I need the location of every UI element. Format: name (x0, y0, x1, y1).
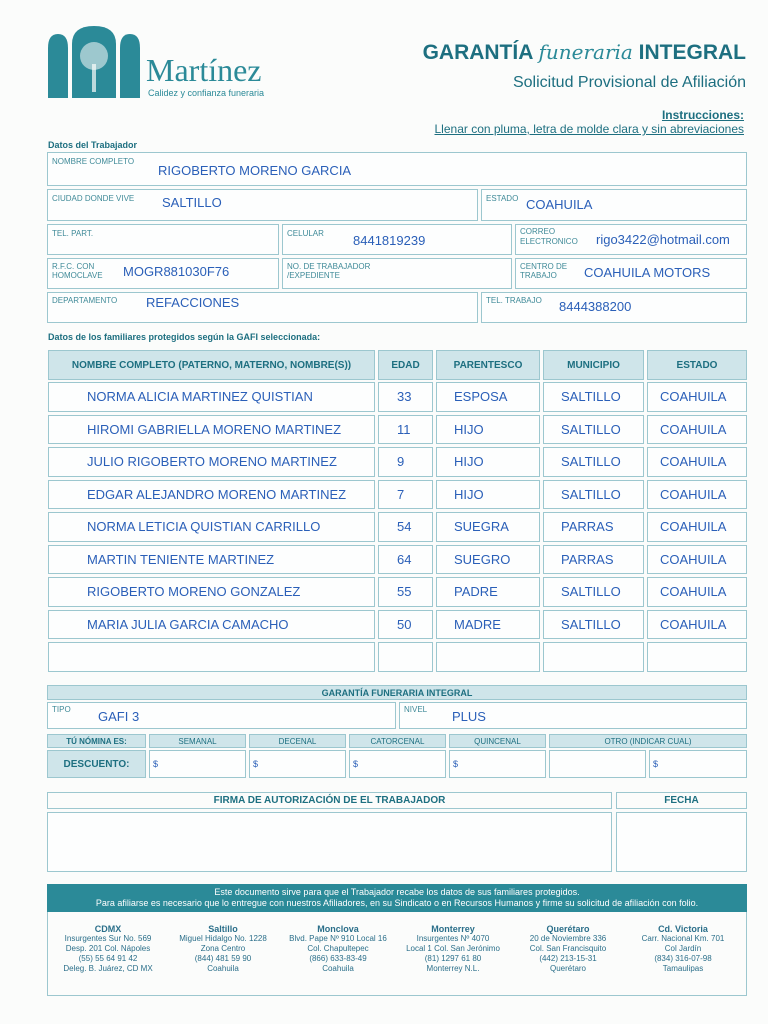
nombre-label: NOMBRE COMPLETO (52, 157, 135, 166)
office-l1: Miguel Hidalgo No. 1228 (179, 934, 267, 943)
family-edad-value: 7 (397, 486, 405, 502)
office-0 (50, 924, 166, 974)
office-l4: Tamaulipas (662, 964, 704, 973)
family-cell-edad[interactable] (378, 382, 433, 412)
family-cell-municipio[interactable] (543, 447, 644, 477)
family-edad-value: 9 (397, 454, 405, 470)
family-municipio-value: SALTILLO (561, 486, 621, 502)
office-4 (510, 924, 626, 974)
footer-line-1: Este documento sirve para que el Trabajador recabe los datos de sus familiares protegidos. (214, 887, 580, 897)
footer-notice (47, 884, 747, 912)
family-parentesco-value: ESPOSA (454, 389, 508, 405)
family-parentesco-value: PADRE (454, 584, 498, 600)
subtitle: Solicitud Provisional de Afiliación (512, 74, 746, 91)
family-cell-municipio[interactable] (543, 545, 644, 575)
nombre-value: RIGOBERTO MORENO GARCIA (158, 163, 352, 178)
family-estado-value: COAHUILA (660, 616, 727, 632)
estado-label: ESTADO (486, 194, 519, 203)
family-cell-edad[interactable] (378, 610, 433, 640)
fecha-header: FECHA (616, 792, 747, 809)
office-l4: Coahuila (207, 964, 239, 973)
correo-value: rigo3422@hotmail.com (596, 232, 730, 247)
family-estado-value: COAHUILA (660, 421, 727, 437)
footer-line-2: Para afiliarse es necesario que lo entregue con nuestros Afiliadores, en su Sindicato o en Recursos Humanos y firme su solicitud de afiliación con folio. (95, 898, 699, 908)
worker-section-title: Datos del Trabajador (48, 140, 138, 150)
col-header-estado: ESTADO (647, 350, 747, 380)
gafi-header: GARANTÍA FUNERARIA INTEGRAL (47, 685, 747, 700)
office-2 (280, 924, 396, 974)
family-cell-estado[interactable] (647, 447, 747, 477)
nomina-decenal[interactable]: DECENAL (249, 734, 346, 748)
family-cell-nombre[interactable] (48, 545, 375, 575)
office-1 (165, 924, 281, 974)
office-3 (395, 924, 511, 974)
family-cell-parentesco[interactable] (436, 447, 540, 477)
descuento-label: DESCUENTO: (47, 750, 146, 778)
centro-label-2: TRABAJO (520, 271, 557, 280)
family-cell-parentesco[interactable] (436, 382, 540, 412)
nomina-quincenal[interactable]: QUINCENAL (449, 734, 546, 748)
nivel-field[interactable] (399, 702, 747, 729)
currency-symbol: $ (253, 759, 259, 769)
family-nombre-value: MARIA JULIA GARCIA CAMACHO (87, 616, 289, 632)
family-edad-value: 55 (397, 584, 412, 600)
correo-label-1: CORREO (520, 227, 556, 236)
departamento-label: DEPARTAMENTO (52, 296, 118, 305)
family-cell-parentesco[interactable] (436, 512, 540, 542)
office-city: Monterrey (431, 924, 475, 934)
tipo-value: GAFI 3 (98, 709, 140, 724)
centro-value: COAHUILA MOTORS (584, 265, 711, 280)
fecha-field[interactable] (616, 812, 747, 872)
family-municipio-value: PARRAS (561, 551, 614, 567)
correo-label-2: ELECTRONICO (520, 237, 578, 246)
family-edad-value: 54 (397, 519, 412, 535)
family-estado-value: COAHUILA (660, 389, 727, 405)
family-section-title: Datos de los familiares protegidos según la GAFI seleccionada: (48, 332, 321, 342)
logo (48, 26, 140, 98)
tipo-label: TIPO (52, 705, 71, 714)
family-cell-edad[interactable] (378, 642, 433, 672)
descuento-gap-field[interactable] (549, 750, 646, 778)
family-edad-value: 33 (397, 389, 412, 405)
family-cell-nombre[interactable] (48, 577, 375, 607)
office-l2: Col Jardín (664, 944, 702, 953)
office-l3: (81) 1297 61 80 (424, 954, 482, 963)
office-city: Cd. Victoria (658, 924, 708, 934)
family-cell-nombre[interactable] (48, 447, 375, 477)
office-l3: (442) 213-15-31 (539, 954, 597, 963)
brand-name: Martínez (146, 52, 262, 88)
family-municipio-value: SALTILLO (561, 454, 621, 470)
family-cell-parentesco[interactable] (436, 415, 540, 445)
currency-symbol: $ (353, 759, 359, 769)
family-cell-estado[interactable] (647, 642, 747, 672)
tel-trabajo-field[interactable] (481, 292, 747, 323)
currency-symbol: $ (453, 759, 459, 769)
family-cell-edad[interactable] (378, 480, 433, 510)
nomina-label: TÚ NÓMINA ES: (47, 734, 146, 748)
centro-label-1: CENTRO DE (520, 262, 568, 271)
office-l3: (844) 481 59 90 (194, 954, 252, 963)
family-nombre-value: HIROMI GABRIELLA MORENO MARTINEZ (87, 421, 342, 437)
family-nombre-value: NORMA ALICIA MARTINEZ QUISTIAN (87, 389, 313, 405)
family-estado-value: COAHUILA (660, 551, 727, 567)
title-part1: GARANTÍA (422, 41, 533, 64)
descuento-decenal-field[interactable] (249, 750, 346, 778)
family-nombre-value: MARTIN TENIENTE MARTINEZ (87, 551, 275, 567)
office-l4: Monterrey N.L. (426, 964, 480, 973)
nombre-field[interactable] (47, 152, 747, 186)
office-l2: Col. San Francisquito (529, 944, 607, 953)
title (423, 40, 746, 65)
notrabajador-label-1: NO. DE TRABAJADOR (287, 262, 371, 271)
departamento-value: REFACCIONES (146, 295, 240, 310)
family-cell-edad[interactable] (378, 415, 433, 445)
office-l4: Querétaro (549, 964, 587, 973)
tel-trabajo-value: 8444388200 (559, 299, 632, 314)
family-cell-edad[interactable] (378, 545, 433, 575)
family-edad-value: 11 (397, 421, 411, 437)
descuento-catorcenal-field[interactable] (349, 750, 446, 778)
col-header-municipio: MUNICIPIO (543, 350, 644, 380)
ciudad-label: CIUDAD DONDE VIVE (52, 194, 135, 203)
centro-field[interactable] (515, 258, 747, 289)
family-cell-edad[interactable] (378, 577, 433, 607)
family-municipio-value: PARRAS (561, 519, 614, 535)
nivel-label: NIVEL (404, 705, 428, 714)
office-l1: Blvd. Pape Nº 910 Local 16 (289, 934, 387, 943)
family-municipio-value: SALTILLO (561, 421, 621, 437)
office-l3: (834) 316-07-98 (654, 954, 712, 963)
title-script: funeraria (538, 40, 633, 64)
office-l2: Desp. 201 Col. Nápoles (65, 944, 151, 953)
family-cell-estado[interactable] (647, 610, 747, 640)
ciudad-field[interactable] (47, 189, 478, 221)
col-header-edad: EDAD (378, 350, 433, 380)
family-cell-municipio[interactable] (543, 610, 644, 640)
firma-header: FIRMA DE AUTORIZACIÓN DE EL TRABAJADOR (47, 792, 612, 809)
celular-value: 8441819239 (353, 233, 426, 248)
office-l2: Local 1 Col. San Jerónimo (406, 944, 500, 953)
office-l2: Col. Chapultepec (307, 944, 369, 953)
nivel-value: PLUS (452, 709, 486, 724)
brand-tagline: Calidez y confianza funeraria (148, 88, 265, 98)
office-5 (625, 924, 741, 974)
title-part2: INTEGRAL (638, 41, 746, 64)
rfc-label-2: HOMOCLAVE (52, 271, 103, 280)
family-estado-value: COAHUILA (660, 486, 727, 502)
nomina-otro[interactable]: OTRO (INDICAR CUAL) (549, 734, 747, 748)
col-header-parentesco: PARENTESCO (436, 350, 540, 380)
tel-trabajo-label: TEL. TRABAJO (486, 296, 542, 305)
family-cell-estado[interactable] (647, 480, 747, 510)
family-nombre-value: RIGOBERTO MORENO GONZALEZ (87, 584, 301, 600)
firma-field[interactable] (47, 812, 612, 872)
family-cell-municipio[interactable] (543, 642, 644, 672)
family-estado-value: COAHUILA (660, 454, 727, 470)
family-cell-estado[interactable] (647, 577, 747, 607)
office-l1: Insurgentes Nº 4070 (416, 934, 490, 943)
instructions-heading: Instrucciones: (661, 108, 744, 122)
office-l4: Coahuila (322, 964, 354, 973)
tipo-field[interactable] (47, 702, 396, 729)
family-cell-nombre[interactable] (48, 382, 375, 412)
family-cell-nombre[interactable] (48, 610, 375, 640)
family-cell-nombre[interactable] (48, 642, 375, 672)
nomina-catorcenal[interactable]: CATORCENAL (349, 734, 446, 748)
family-parentesco-value: SUEGRO (454, 551, 511, 567)
estado-value: COAHUILA (526, 197, 593, 212)
family-parentesco-value: HIJO (454, 454, 484, 470)
descuento-otro-field[interactable] (649, 750, 747, 778)
nomina-semanal[interactable]: SEMANAL (149, 734, 246, 748)
instructions-text: Llenar con pluma, letra de molde clara y sin abreviaciones (434, 122, 744, 136)
family-nombre-value: NORMA LETICIA QUISTIAN CARRILLO (87, 519, 321, 535)
notrabajador-label-2: /EXPEDIENTE (287, 271, 340, 280)
family-municipio-value: SALTILLO (561, 584, 621, 600)
family-cell-parentesco[interactable] (436, 480, 540, 510)
family-municipio-value: SALTILLO (561, 616, 621, 632)
family-cell-parentesco[interactable] (436, 545, 540, 575)
rfc-value: MOGR881030F76 (123, 264, 230, 279)
rfc-label-1: R.F.C. CON (52, 262, 95, 271)
family-cell-estado[interactable] (647, 512, 747, 542)
notrabajador-field[interactable] (282, 258, 512, 289)
family-parentesco-value: HIJO (454, 486, 484, 502)
tel-part-label: TEL. PART. (52, 229, 94, 238)
family-parentesco-value: HIJO (454, 421, 484, 437)
family-parentesco-value: SUEGRA (454, 519, 509, 535)
office-l1: 20 de Noviembre 336 (529, 934, 607, 943)
office-l1: Insurgentes Sur No. 569 (64, 934, 152, 943)
family-cell-parentesco[interactable] (436, 642, 540, 672)
estado-field[interactable] (481, 189, 747, 221)
family-cell-nombre[interactable] (48, 512, 375, 542)
descuento-quincenal-field[interactable] (449, 750, 546, 778)
church-window-logo-icon (48, 26, 140, 98)
correo-field[interactable] (515, 224, 747, 255)
family-cell-edad[interactable] (378, 512, 433, 542)
office-l1: Carr. Nacional Km. 701 (641, 934, 725, 943)
office-l2: Zona Centro (200, 944, 246, 953)
office-city: Saltillo (208, 924, 238, 934)
family-estado-value: COAHUILA (660, 584, 727, 600)
family-edad-value: 64 (397, 551, 412, 567)
departamento-field[interactable] (47, 292, 478, 323)
family-nombre-value: EDGAR ALEJANDRO MORENO MARTINEZ (87, 486, 347, 502)
family-cell-municipio[interactable] (543, 480, 644, 510)
office-city: Monclova (317, 924, 359, 934)
office-l3: (866) 633-83-49 (309, 954, 367, 963)
family-cell-municipio[interactable] (543, 415, 644, 445)
office-l3: (55) 55 64 91 42 (78, 954, 138, 963)
col-header-nombre: NOMBRE COMPLETO (PATERNO, MATERNO, NOMBRE(S)) (48, 350, 375, 380)
family-parentesco-value: MADRE (454, 616, 501, 632)
celular-label: CELULAR (287, 229, 324, 238)
office-city: Querétaro (546, 924, 590, 934)
office-l4: Deleg. B. Juárez, CD MX (63, 964, 153, 973)
family-cell-estado[interactable] (647, 382, 747, 412)
family-cell-municipio[interactable] (543, 512, 644, 542)
currency-symbol: $ (653, 759, 659, 769)
family-cell-nombre[interactable] (48, 480, 375, 510)
office-city: CDMX (94, 924, 122, 934)
descuento-semanal-field[interactable] (149, 750, 246, 778)
tel-part-field[interactable] (47, 224, 279, 255)
family-cell-parentesco[interactable] (436, 577, 540, 607)
family-nombre-value: JULIO RIGOBERTO MORENO MARTINEZ (87, 454, 337, 470)
rfc-field[interactable] (47, 258, 279, 289)
family-municipio-value: SALTILLO (561, 389, 621, 405)
family-cell-municipio[interactable] (543, 382, 644, 412)
currency-symbol: $ (153, 759, 159, 769)
family-cell-estado[interactable] (647, 415, 747, 445)
family-cell-municipio[interactable] (543, 577, 644, 607)
family-cell-estado[interactable] (647, 545, 747, 575)
ciudad-value: SALTILLO (162, 195, 222, 210)
celular-field[interactable] (282, 224, 512, 255)
family-edad-value: 50 (397, 616, 412, 632)
family-cell-edad[interactable] (378, 447, 433, 477)
family-estado-value: COAHUILA (660, 519, 727, 535)
family-cell-nombre[interactable] (48, 415, 375, 445)
family-cell-parentesco[interactable] (436, 610, 540, 640)
